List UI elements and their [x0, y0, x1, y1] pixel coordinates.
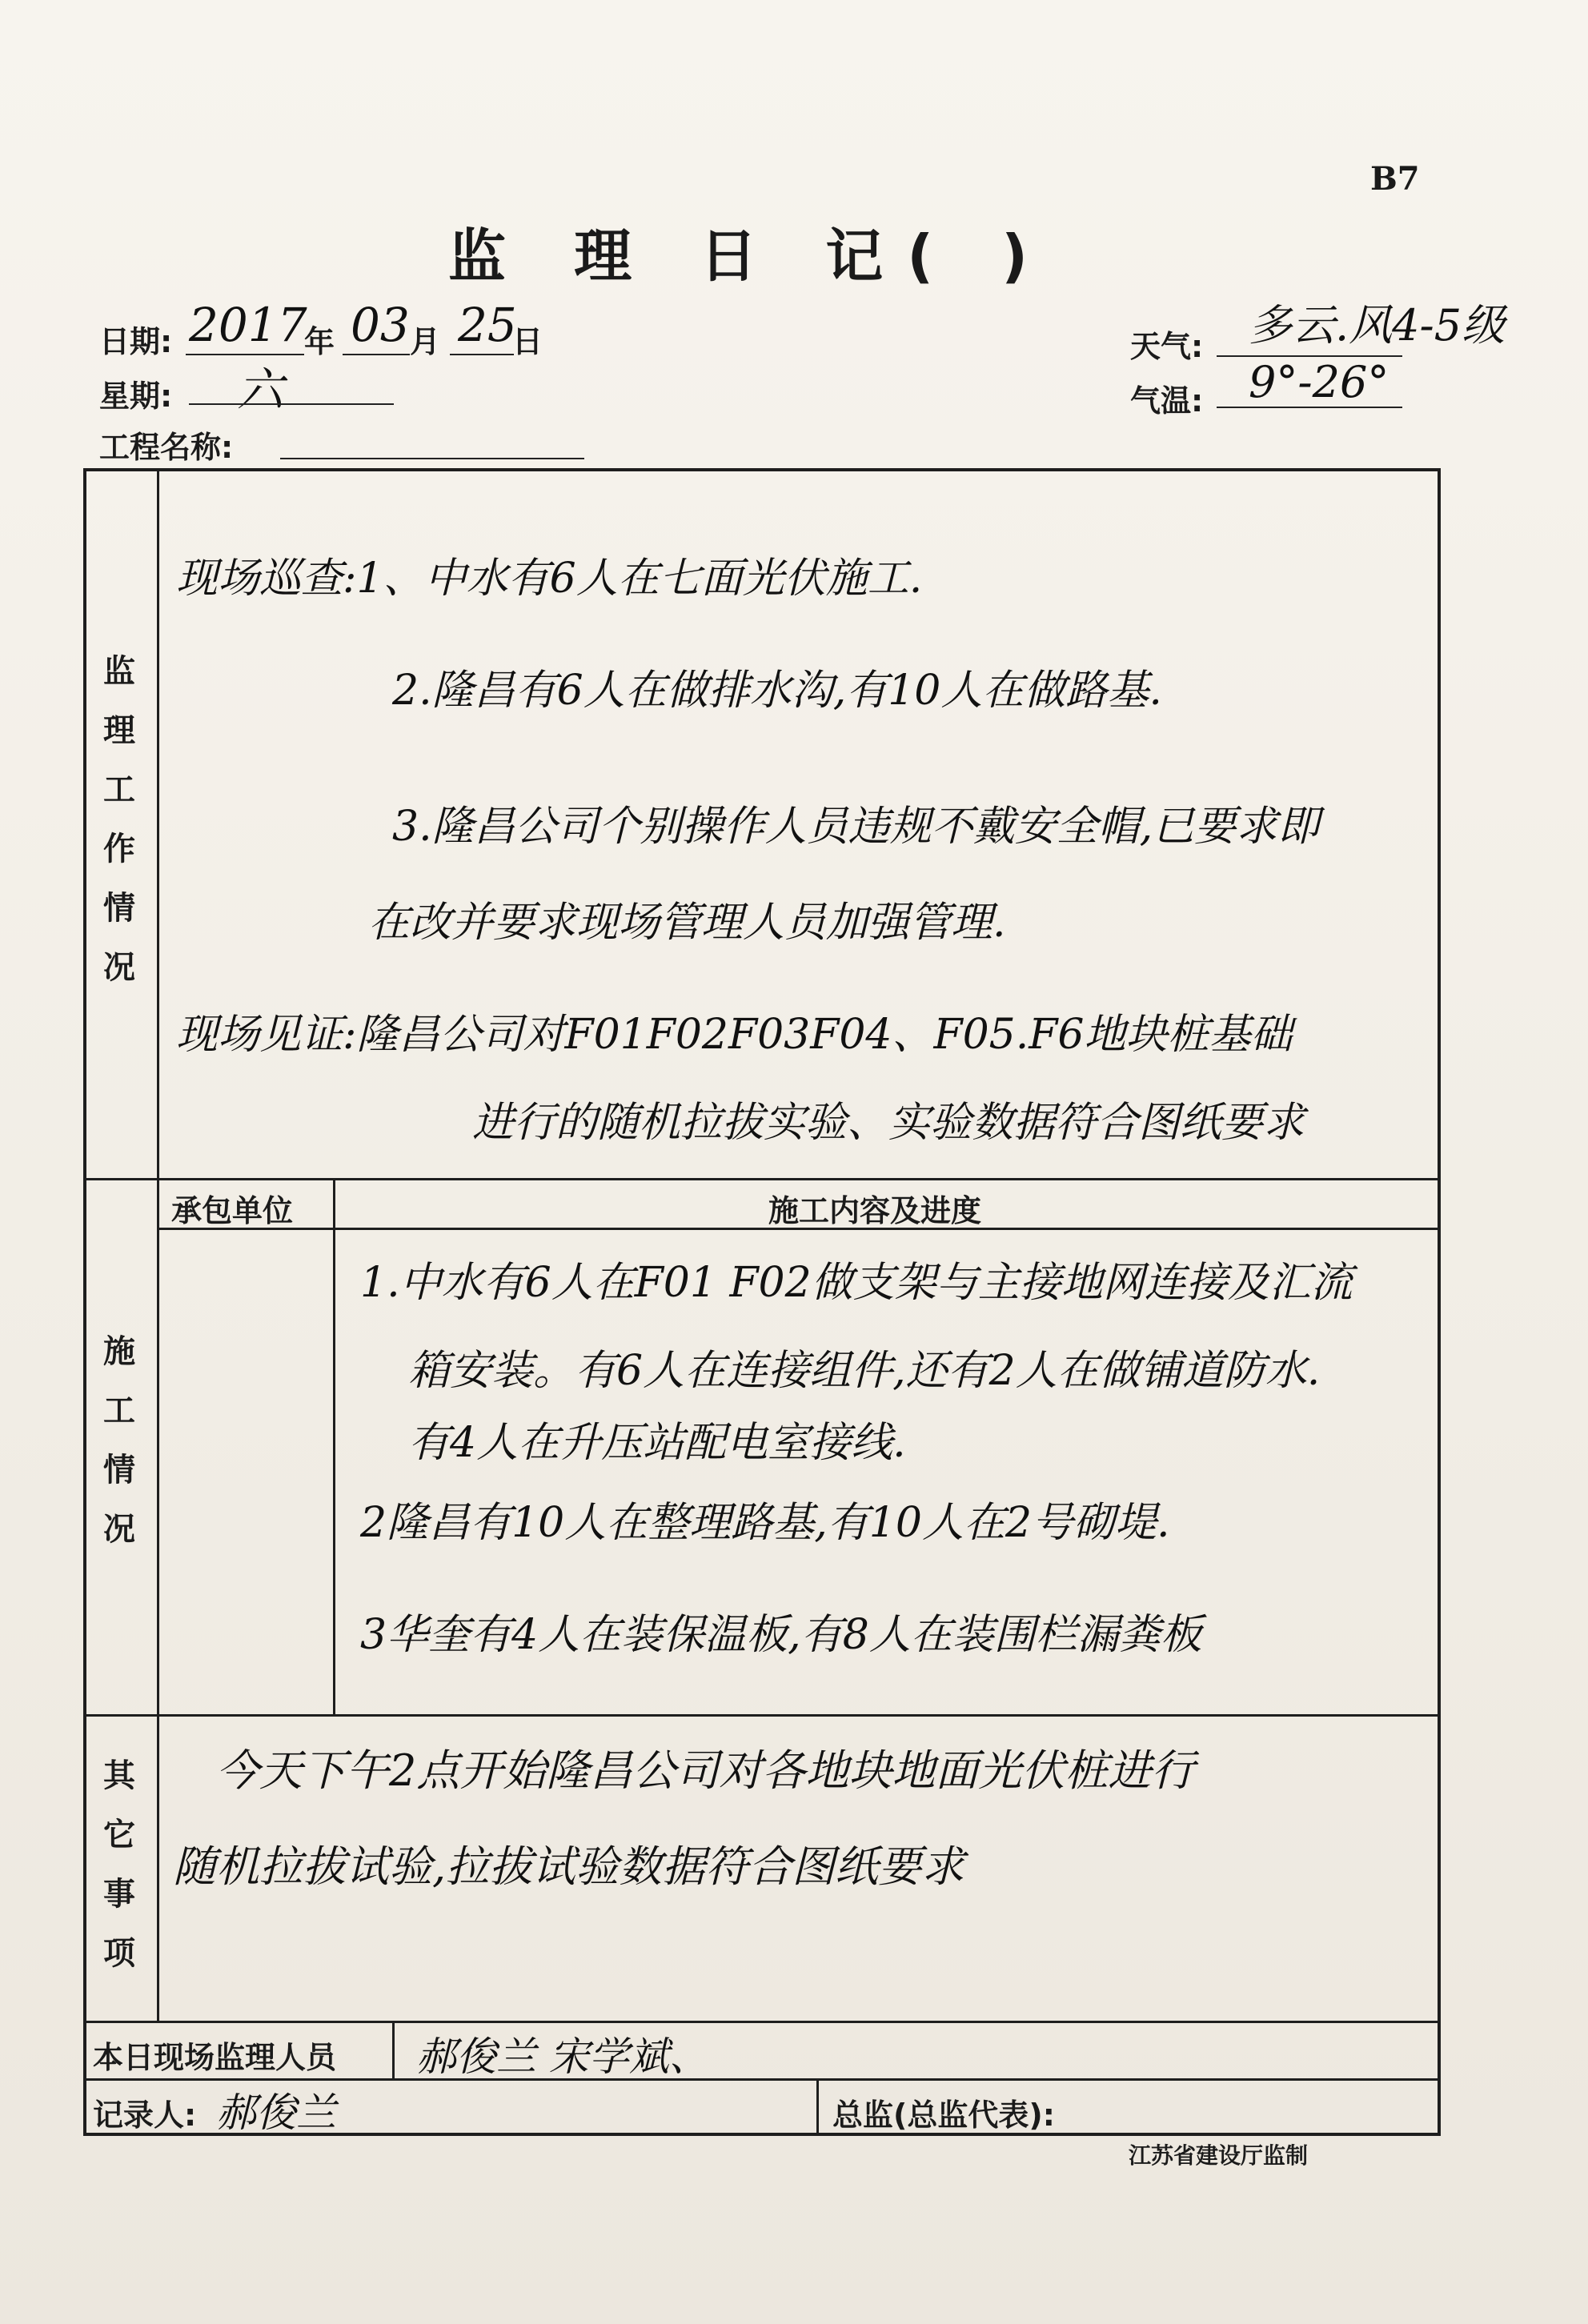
weekday-label: 星期: [99, 379, 173, 414]
project-underline [280, 458, 584, 459]
date-label: 日期: [99, 324, 173, 359]
date-year: 2017 [189, 298, 307, 352]
temperature-label: 气温: [1130, 383, 1204, 419]
day-unit: 日 [512, 324, 543, 359]
construction-line-3: 有4人在升压站配电室接线. [408, 1419, 906, 1467]
project-label: 工程名称: [99, 430, 234, 465]
recorder-label: 记录人: [93, 2098, 197, 2133]
construction-line-5: 3华奎有4人在装保温板,有8人在装围栏漏粪板 [360, 1611, 1202, 1659]
onsite-supervisors-label: 本日现场监理人员 [93, 2040, 337, 2075]
form-code: B7 [1370, 160, 1420, 198]
onsite-supervisors-names: 郝俊兰 宋学斌、 [416, 2034, 709, 2080]
recorder-name: 郝俊兰 [216, 2090, 336, 2136]
separator-other [83, 2021, 1441, 2023]
day-underline [450, 354, 514, 355]
contractor-header: 承包单位 [171, 1193, 294, 1228]
date-day: 25 [458, 298, 517, 352]
personnel-label-divider [392, 2021, 395, 2078]
supervision-section-label: 监 理 工 作 情 况 [103, 653, 135, 986]
supervision-line-1: 现场巡查:1、中水有6人在七面光伏施工. [176, 555, 923, 603]
construction-line-2: 箱安装。有6人在连接组件,还有2人在做铺道防水. [408, 1347, 1321, 1395]
supervision-line-5: 现场见证:隆昌公司对F01F02F03F04、F05.F6地块桩基础 [176, 1011, 1293, 1059]
construction-section-label: 施 工 情 况 [103, 1333, 135, 1548]
page-title: 监 理 日 记( ) [448, 222, 1053, 290]
other-line-2: 随机拉拔试验,拉拔试验数据符合图纸要求 [173, 1841, 965, 1892]
label-column-divider [157, 468, 159, 2021]
temperature-underline [1217, 407, 1402, 408]
temperature-value: 9°-26° [1249, 357, 1390, 407]
recorder-chief-divider [816, 2078, 819, 2136]
supervision-line-4: 在改并要求现场管理人员加强管理. [368, 899, 1006, 947]
separator-construction [83, 1714, 1441, 1717]
other-section-label: 其 它 事 项 [103, 1757, 135, 1972]
content-header: 施工内容及进度 [768, 1193, 982, 1228]
weather-value: 多云.风4-5级 [1249, 300, 1506, 351]
month-unit: 月 [410, 324, 441, 359]
issuer-footer: 江苏省建设厅监制 [1129, 2142, 1309, 2169]
date-month: 03 [351, 298, 410, 352]
contractor-column-divider [333, 1178, 335, 1714]
weekday-value: 六 [237, 363, 284, 417]
construction-line-1: 1.中水有6人在F01 F02做支架与主接地网连接及汇流 [360, 1259, 1353, 1307]
chief-supervisor-label: 总监(总监代表): [832, 2098, 1055, 2133]
year-unit: 年 [304, 324, 335, 359]
separator-supervision [83, 1178, 1441, 1180]
supervision-line-3: 3.隆昌公司个别操作人员违规不戴安全帽,已要求即 [392, 803, 1320, 851]
other-line-1: 今天下午2点开始隆昌公司对各地块地面光伏桩进行 [216, 1745, 1195, 1796]
construction-line-4: 2隆昌有10人在整理路基,有10人在2号砌堤. [360, 1499, 1170, 1547]
supervision-line-2: 2.隆昌有6人在做排水沟,有10人在做路基. [392, 667, 1162, 715]
month-underline [343, 354, 410, 355]
weekday-underline [189, 403, 394, 405]
supervision-line-6: 进行的随机拉拔实验、实验数据符合图纸要求 [472, 1099, 1305, 1147]
weather-label: 天气: [1130, 329, 1204, 364]
